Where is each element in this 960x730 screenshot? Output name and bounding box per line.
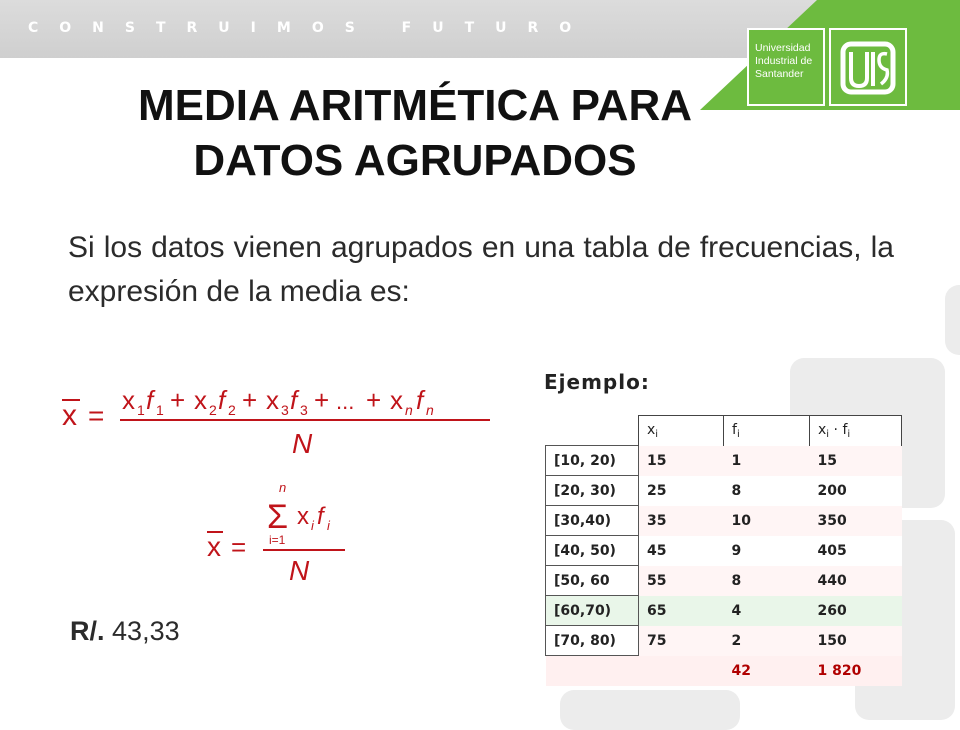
total-empty-cell xyxy=(546,656,639,686)
x-cell: 45 xyxy=(639,536,724,566)
interval-cell: [10, 20) xyxy=(546,446,639,476)
svg-text:Σ: Σ xyxy=(267,498,289,536)
x-cell: 15 xyxy=(639,446,724,476)
answer-value: 43,33 xyxy=(112,616,180,646)
interval-cell: [60,70) xyxy=(546,596,639,626)
svg-text:x: x xyxy=(297,503,309,530)
header-xf-f: f xyxy=(842,421,848,438)
xf-cell: 405 xyxy=(810,536,902,566)
interval-cell: [20, 30) xyxy=(546,476,639,506)
header-sub: i xyxy=(826,428,830,440)
svg-text:N: N xyxy=(289,555,310,586)
svg-text:3: 3 xyxy=(281,402,289,418)
header-f-text: f xyxy=(732,421,737,438)
intro-paragraph: Si los datos vienen agrupados en una tabla de frecuencias, la expresión de la media es: xyxy=(68,231,894,308)
svg-text:x: x xyxy=(122,385,135,415)
svg-text:n: n xyxy=(279,480,287,495)
xf-cell: 260 xyxy=(810,596,902,626)
header-empty-cell xyxy=(546,416,639,446)
table-row xyxy=(546,476,902,506)
header-sub: i xyxy=(847,428,851,440)
decor-block xyxy=(945,285,960,355)
slide-title xyxy=(80,78,750,188)
header-sub: i xyxy=(736,428,740,440)
svg-text:1: 1 xyxy=(156,402,164,418)
xf-cell: 350 xyxy=(810,506,902,536)
tagline: CONSTRUIMOS FUTURO xyxy=(28,20,593,36)
table-header-row xyxy=(546,416,902,446)
svg-text:+: + xyxy=(242,385,258,415)
mean-formula-expanded xyxy=(60,375,500,465)
svg-text:n: n xyxy=(405,402,413,418)
total-xf-cell: 1 820 xyxy=(810,656,902,686)
xf-cell: 440 xyxy=(810,566,902,596)
svg-text:x: x xyxy=(207,531,221,562)
header-xf-x: x xyxy=(818,421,827,438)
svg-text:i: i xyxy=(311,518,314,533)
f-cell: 10 xyxy=(724,506,810,536)
table-row xyxy=(546,506,902,536)
mean-formula-sigma xyxy=(205,476,355,591)
table-row xyxy=(546,536,902,566)
f-cell: 4 xyxy=(724,596,810,626)
table-row xyxy=(546,626,902,656)
interval-cell: [30,40) xyxy=(546,506,639,536)
svg-text:f: f xyxy=(416,385,424,415)
header-x-text: x xyxy=(647,421,656,438)
svg-text:3: 3 xyxy=(300,402,308,418)
svg-text:x: x xyxy=(390,385,403,415)
table-row xyxy=(546,446,902,476)
x-cell: 75 xyxy=(639,626,724,656)
svg-text:n: n xyxy=(426,402,434,418)
decor-block xyxy=(560,690,740,730)
svg-text:=: = xyxy=(231,532,247,562)
f-cell: 2 xyxy=(724,626,810,656)
svg-text:f: f xyxy=(290,385,298,415)
svg-text:1: 1 xyxy=(137,402,145,418)
university-logo xyxy=(747,28,907,106)
example-label: Ejemplo: xyxy=(544,370,650,394)
svg-text:f: f xyxy=(146,385,154,415)
svg-text:...: ... xyxy=(336,389,355,414)
title-line-1: MEDIA ARITMÉTICA PARA xyxy=(137,81,693,130)
x-cell: 35 xyxy=(639,506,724,536)
title-line-2: DATOS AGRUPADOS xyxy=(193,136,637,185)
table-row xyxy=(546,566,902,596)
svg-text:i: i xyxy=(327,518,330,533)
header-dot: · xyxy=(829,421,843,438)
total-empty-cell xyxy=(639,656,724,686)
svg-text:x: x xyxy=(266,385,279,415)
answer-label: R/. xyxy=(70,616,105,646)
header-xf xyxy=(810,416,902,446)
svg-text:+: + xyxy=(366,385,382,415)
x-cell: 65 xyxy=(639,596,724,626)
svg-text:=: = xyxy=(88,400,105,431)
svg-text:+: + xyxy=(314,385,330,415)
svg-text:2: 2 xyxy=(228,402,236,418)
interval-cell: [40, 50) xyxy=(546,536,639,566)
f-cell: 8 xyxy=(724,476,810,506)
svg-text:x: x xyxy=(194,385,207,415)
svg-text:N: N xyxy=(292,428,313,459)
x-cell: 55 xyxy=(639,566,724,596)
xf-cell: 150 xyxy=(810,626,902,656)
svg-text:+: + xyxy=(170,385,186,415)
f-cell: 9 xyxy=(724,536,810,566)
svg-text:x: x xyxy=(62,399,77,432)
header-f xyxy=(724,416,810,446)
xf-cell: 200 xyxy=(810,476,902,506)
uis-logo-mark xyxy=(829,28,907,106)
header-x xyxy=(639,416,724,446)
svg-text:f: f xyxy=(218,385,226,415)
xf-cell: 15 xyxy=(810,446,902,476)
f-cell: 8 xyxy=(724,566,810,596)
logo-text: Universidad Industrial de Santander xyxy=(747,28,825,106)
svg-text:i=1: i=1 xyxy=(269,533,286,547)
table-total-row xyxy=(546,656,902,686)
total-f-cell: 42 xyxy=(724,656,810,686)
header-sub: i xyxy=(655,428,659,440)
f-cell: 1 xyxy=(724,446,810,476)
interval-cell: [70, 80) xyxy=(546,626,639,656)
table-row xyxy=(546,596,902,626)
frequency-table xyxy=(545,415,902,686)
x-cell: 25 xyxy=(639,476,724,506)
svg-text:f: f xyxy=(317,503,324,530)
answer xyxy=(70,616,180,647)
svg-text:2: 2 xyxy=(209,402,217,418)
interval-cell: [50, 60 xyxy=(546,566,639,596)
